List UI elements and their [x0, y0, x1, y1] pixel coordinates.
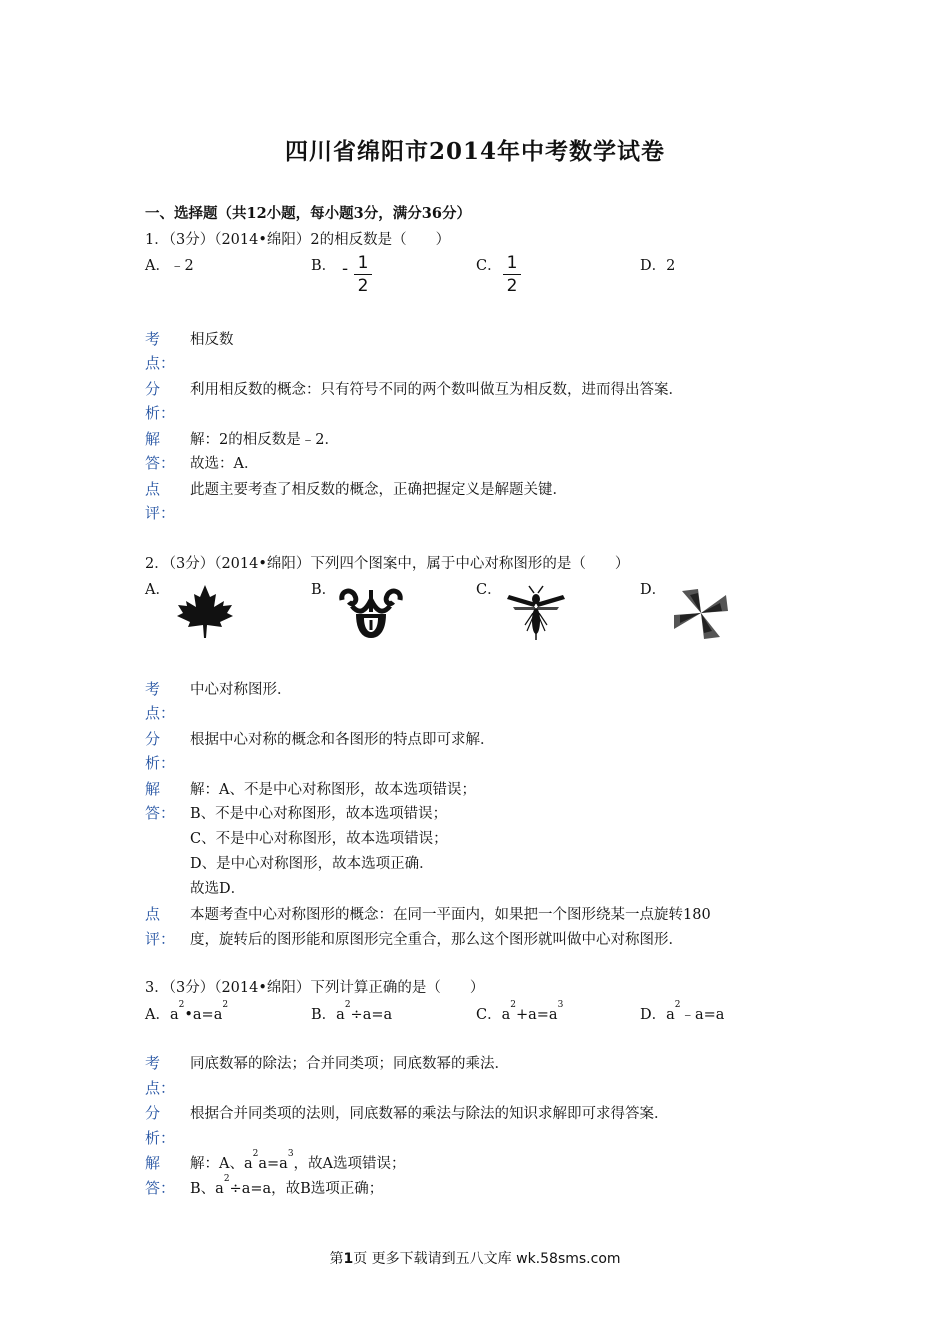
q1-jieda-line-1: 解：2的相反数是﹣2．	[190, 432, 339, 448]
q3-jieda-label-2: 答：	[145, 1179, 176, 1197]
insect-icon	[505, 585, 567, 641]
ornament-icon	[338, 586, 404, 640]
q3-kaodian-label-2: 点：	[145, 1079, 176, 1097]
q2-fenxi-label-2: 析：	[145, 754, 176, 772]
q2-option-d: D．	[640, 582, 667, 598]
q1-jieda-line-2: 故选：A．	[190, 456, 259, 472]
q1-option-a: A．﹣2	[145, 258, 194, 274]
question-2-stem: 2．（3分）（2014•绵阳）下列四个图案中，属于中心对称图形的是（ ）	[145, 556, 630, 572]
q1-dianping-label: 点	[145, 480, 161, 498]
q2-kaodian-label-2: 点：	[145, 704, 176, 722]
q1-option-c-label: C．	[476, 258, 502, 274]
q3-option-c: C．$a^2+a=a^3$	[476, 1000, 564, 1023]
q1-fenxi: 利用相反数的概念：只有符号不同的两个数叫做互为相反数，进而得出答案．	[190, 382, 683, 398]
q3-fenxi: 根据合并同类项的法则，同底数幂的乘法与除法的知识求解即可求得答案．	[190, 1106, 669, 1122]
q2-option-b: B．	[311, 582, 337, 598]
q2-kaodian-label: 考	[145, 680, 161, 698]
q2-dianping-label-2: 评：	[145, 930, 176, 948]
q2-jieda-line-4: D、是中心对称图形，故本选项正确．	[190, 856, 434, 872]
q3-jieda-line-1: 解：A、$a^2a=a^3$，故A选项错误；	[190, 1149, 406, 1172]
q1-jieda-label-2: 答：	[145, 454, 176, 472]
q1-fenxi-label-2: 析：	[145, 404, 176, 422]
q1-jieda-label: 解	[145, 430, 161, 448]
q2-dianping-line-1: 本题考查中心对称图形的概念：在同一平面内，如果把一个图形绕某一点旋转180	[190, 907, 711, 923]
pinwheel-icon	[668, 583, 734, 643]
q3-kaodian-label: 考	[145, 1054, 161, 1072]
q1-kaodian-label-2: 点：	[145, 354, 176, 372]
q2-jieda-line-1: 解：A、不是中心对称图形，故本选项错误；	[190, 782, 476, 798]
q1-fenxi-label: 分	[145, 380, 161, 398]
page-title: 四川省绵阳市2014年中考数学试卷	[284, 138, 665, 165]
fraction-denominator: 2	[506, 276, 518, 296]
q1-kaodian-label: 考	[145, 330, 161, 348]
q1-option-d: D．2	[640, 258, 676, 274]
q2-dianping-label: 点	[145, 905, 161, 923]
page-footer: 第1页 更多下载请到五八文库 wk.58sms.com	[329, 1251, 621, 1267]
question-1-stem: 1．（3分）（2014•绵阳）2的相反数是（ ）	[145, 232, 451, 248]
q3-jieda-label: 解	[145, 1154, 161, 1172]
q2-kaodian: 中心对称图形．	[190, 682, 292, 698]
q2-option-a: A．	[145, 582, 170, 598]
q1-dianping-label-2: 评：	[145, 504, 176, 522]
question-3-stem: 3．（3分）（2014•绵阳）下列计算正确的是（ ）	[145, 980, 485, 996]
q1-dianping: 此题主要考查了相反数的概念，正确把握定义是解题关键．	[190, 482, 567, 498]
fraction-numerator: 1	[506, 253, 518, 273]
q2-option-c: C．	[476, 582, 502, 598]
q1-option-b-label: B．	[311, 258, 337, 274]
q3-jieda-line-2: B、$a^2\div a=a$，故B选项正确；	[190, 1174, 384, 1197]
q1-kaodian: 相反数	[190, 332, 234, 348]
maple-leaf-icon	[174, 583, 236, 639]
q2-fenxi-label: 分	[145, 730, 161, 748]
q3-option-b: B．$a^2\div a=a$	[311, 1000, 393, 1023]
q2-fenxi: 根据中心对称的概念和各图形的特点即可求解．	[190, 732, 495, 748]
q2-jieda-line-3: C、不是中心对称图形，故本选项错误；	[190, 831, 448, 847]
q2-jieda-label: 解	[145, 780, 161, 798]
q1-option-b-sign: -	[342, 259, 349, 279]
q3-option-d: D．$a^2﹣a=a$	[640, 1000, 725, 1023]
q2-jieda-line-5: 故选D．	[190, 881, 246, 897]
q2-jieda-label-2: 答：	[145, 804, 176, 822]
fraction-numerator: 1	[357, 253, 369, 273]
q2-jieda-line-2: B、不是中心对称图形，故本选项错误；	[190, 806, 448, 822]
section-heading: 一、选择题（共12小题，每小题3分，满分36分）	[145, 205, 471, 222]
q3-option-a: A．$a^2•a=a^2$	[145, 1000, 229, 1023]
q3-fenxi-label: 分	[145, 1104, 161, 1122]
q3-kaodian: 同底数幂的除法；合并同类项；同底数幂的乘法．	[190, 1056, 509, 1072]
q2-dianping-line-2: 度，旋转后的图形能和原图形完全重合，那么这个图形就叫做中心对称图形．	[190, 932, 683, 948]
q1-option-b-fraction	[354, 253, 372, 296]
fraction-denominator: 2	[357, 276, 369, 296]
q1-option-c-fraction	[503, 253, 521, 296]
q3-fenxi-label-2: 析：	[145, 1129, 176, 1147]
